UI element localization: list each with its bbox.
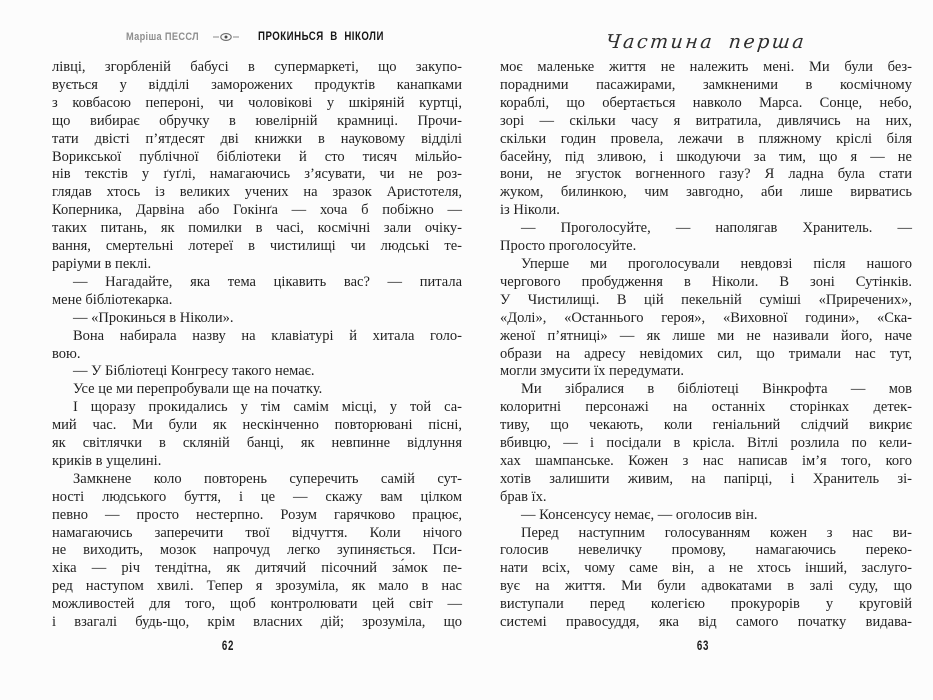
book-title: ПРОКИНЬСЯ В НІКОЛИ (257, 31, 384, 43)
text-line: із Ніколи. (500, 202, 560, 219)
text-line: Уперше ми проголосували невдовзі після нашого (521, 255, 912, 272)
text-line: жуком, билинкою, чим завгодно, аби лише вирватись (500, 184, 912, 201)
text-line: Вона набирала назву на клавіатурі й хитала голо- (73, 327, 462, 344)
text-line: басейну, під зливою, і шкодуючи за тим, що я — не (500, 148, 912, 165)
text-line: — Нагадайте, яка тема цікавить вас? — питала (73, 273, 462, 290)
text-line: Коперника, Дарвіна або Гокінґа — хоча б побіжно — (52, 202, 462, 219)
text-line: криків в ущелині. (52, 452, 162, 469)
text-line: намагаючись заперечити твої відчуття. Коли нічого (52, 524, 462, 541)
text-line: образи на адресу невідомих сил, що тримали нас тут, (500, 345, 912, 362)
text-line: хіка — річ тендітна, як дитячий пісочний за́мок пе- (52, 560, 462, 577)
text-line: Усе це ми перепробували ще на початку. (73, 381, 323, 398)
text-line: хах шампанське. Кожен з нас написав ім’я того, кого (500, 452, 912, 469)
text-line: «Долі», «Останнього героя», «Виховної години», «Ска- (500, 309, 912, 326)
text-line: брав їх. (500, 488, 547, 505)
text-line: вує на життя. Ми були адвокатами в залі суду, що (500, 578, 912, 595)
text-line: нати всіх, чому саме він, а не хтось інший, заслуго- (500, 560, 912, 577)
text-line: мене бібліотекарка. (52, 291, 173, 308)
text-line: системі правосуддя, яка від самого початку видава- (500, 614, 912, 631)
text-line: нів текстів у ґуґлі, намагаючись з’ясувати, чи не роз- (52, 166, 462, 183)
text-line: ності людського буття, і це — скажу вам цілком (52, 488, 462, 505)
page-left (52, 0, 462, 700)
text-line: що вибирає обручку в ювелірній крамниці. Прочи- (52, 112, 462, 129)
text-line: з ковбасою пепероні, чи чоловікові у шкіряній куртці, (52, 94, 462, 111)
text-line: вою. (52, 345, 81, 362)
text-line: вони, не згусток вогненного газу? Я ладна була стати (500, 166, 912, 183)
text-line: виступали перед колегією прокурорів у круговій (500, 596, 912, 613)
text-line: мий час. Ми були як нескінченно повторювані пісні, (52, 417, 462, 434)
text-line: як світлячки в скляній банці, як невпинне відлуння (52, 435, 462, 452)
text-line: таких питань, як помилки в часі, космічні зали очіку- (52, 220, 462, 237)
text-line: — У Бібліотеці Конгресу такого немає. (73, 363, 315, 380)
text-line: колоритні персонажі на останніх сторінках детек- (500, 399, 912, 416)
text-line: женої п’ятниці» — як лише ми не називали його, наче (500, 327, 912, 344)
text-line: певно — просто нестерпно. Розум гарячково працює, (52, 506, 462, 523)
text-line: могли змусити їх передумати. (500, 363, 685, 380)
text-line: тати двісті п’ятдесят дві книжки в науковому відділі (52, 130, 462, 147)
text-line: — Консенсусу немає, — оголосив він. (521, 506, 758, 523)
page-right (500, 0, 912, 700)
text-line: хотів залишити живим, на папірці, і Хранитель зі- (500, 470, 912, 487)
text-line: можливостей для того, щоб контролювати цей світ — (52, 596, 462, 613)
text-line: зорі — скільки часу я витратила, дивлячись на них, (500, 112, 912, 129)
text-line: — «Прокинься в Ніколи». (73, 309, 234, 326)
text-line: скільки годин провела, лежачи в пляжному кріслі біля (500, 130, 912, 147)
text-line: вбивцю, — і посідали в крісла. Вітлі розлила по кели- (500, 435, 912, 452)
text-line: раріуми в пеклі. (52, 255, 152, 272)
text-line: порадними пасажирами, замкненими в космічному (500, 76, 912, 93)
text-line: Замкнене коло повторень суперечить самій сут- (73, 470, 462, 487)
text-line: ред наступом хвилі. Тепер я зрозуміла, як мало в нас (52, 578, 462, 595)
author-name: Маріша ПЕССЛ (125, 31, 199, 43)
text-line: вується у відділі заморожених продуктів канапками (52, 76, 462, 93)
text-line: не виходить, мозок напрочуд легко зупиняється. Пси- (52, 542, 462, 559)
text-line: чергового пробудження в Ніколи. В зоні Сутінків. (500, 273, 912, 290)
text-line: кораблі, що обертається навколо Марса. Сонце, небо, (500, 94, 912, 111)
text-line: І щоразу прокидались у тім самім місці, у той са- (73, 399, 462, 416)
eye-icon (213, 32, 239, 42)
text-line: і взагалі будь-що, крім власних дій; зрозуміла, що (52, 614, 462, 631)
text-column-left (52, 59, 462, 632)
text-line: моє маленьке життя не належить мені. Ми були без- (500, 59, 912, 75)
running-head-right (500, 31, 912, 53)
text-line: тиву, що чекають, коли геніальний слідчий викриє (500, 417, 912, 434)
running-head-left (52, 31, 462, 43)
page-number-right: 63 (696, 638, 710, 653)
page-number-left: 62 (221, 638, 235, 653)
text-line: Ми зібралися в бібліотеці Вінкрофта — мов (521, 381, 912, 398)
text-column-right (500, 59, 912, 632)
text-line: Ворикської публічної бібліотеки й сто тисяч мільйо- (52, 148, 462, 165)
text-line: — Проголосуйте, — наполягав Хранитель. — (521, 220, 912, 237)
text-line: лівці, згорбленій бабусі в супермаркеті, що закупо- (52, 59, 462, 75)
chapter-title: Частина перша (604, 31, 808, 53)
text-line: Перед наступним голосуванням кожен з нас ви- (521, 524, 912, 541)
text-line: вання, смертельні лотереї в чистилищі чи людські те- (52, 238, 462, 255)
text-line: голосив невеличку промову, намагаючись переко- (500, 542, 912, 559)
text-line: У Чистилищі. В цій пекельній суміші «Приречених», (500, 291, 912, 308)
text-line: глядав хтось із великих учених на зразок Аристотеля, (52, 184, 462, 201)
text-line: Просто проголосуйте. (500, 238, 637, 255)
